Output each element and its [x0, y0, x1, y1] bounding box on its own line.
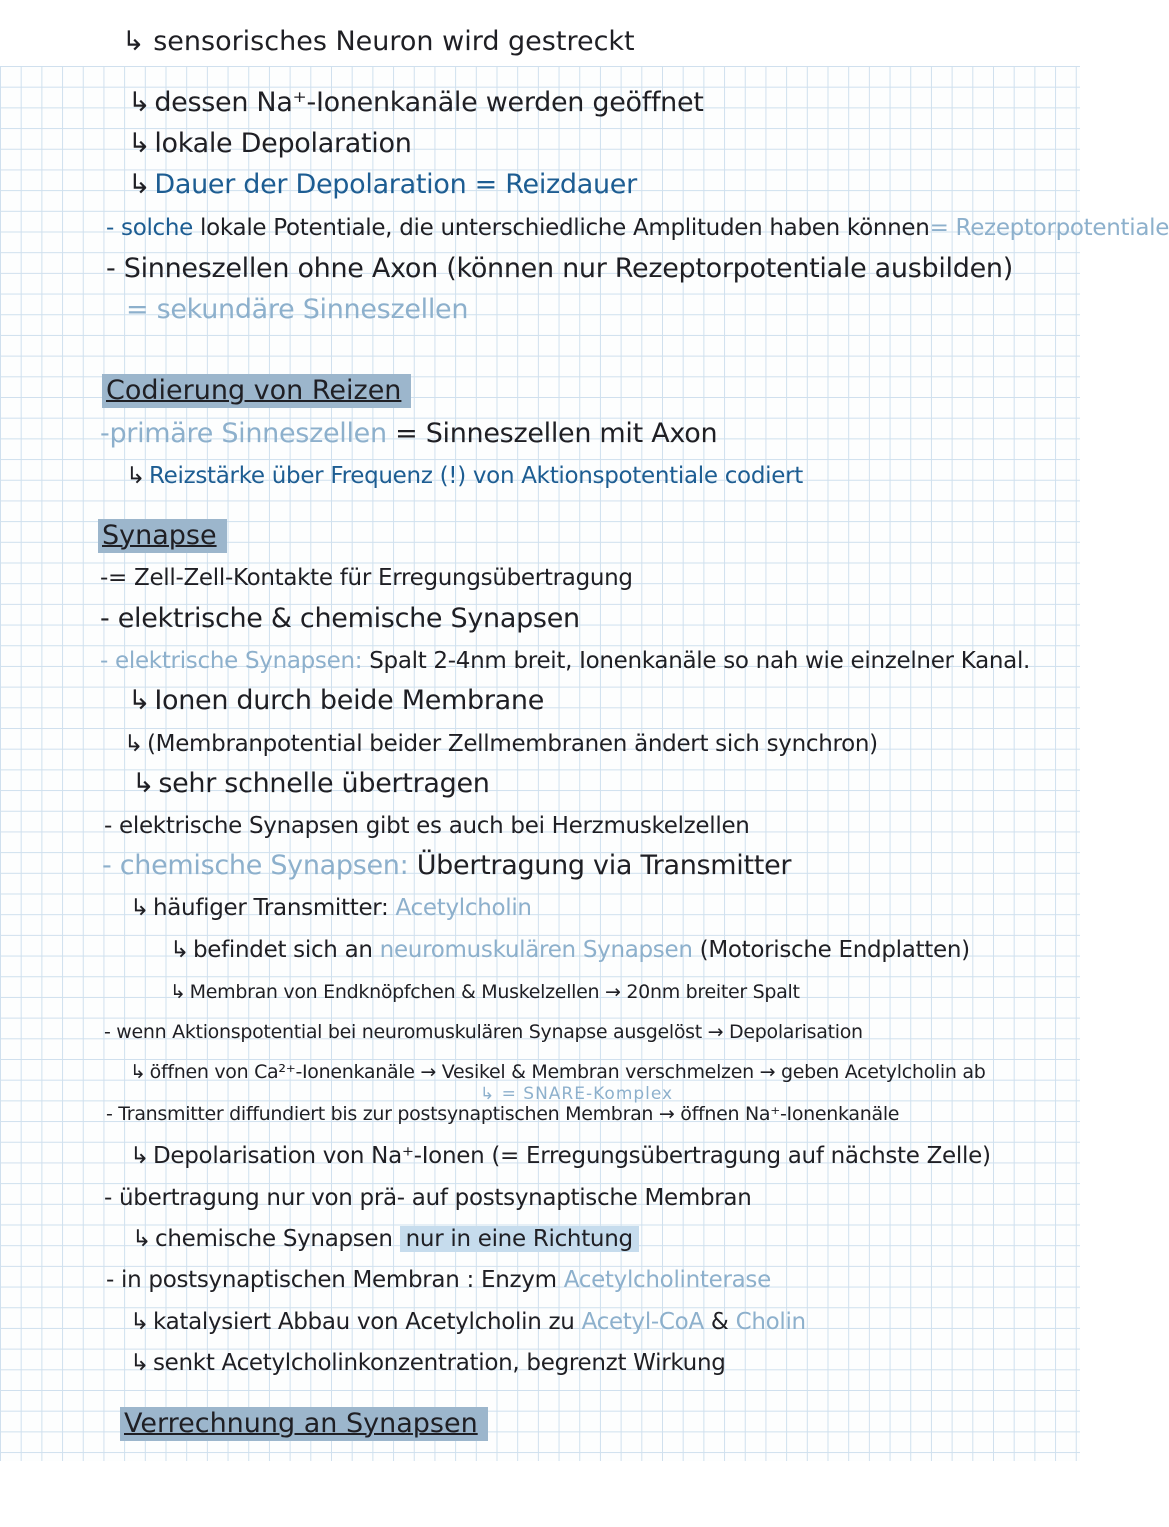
note-text: häufiger Transmitter: — [152, 895, 389, 921]
cut-off-text: ↳ sensorisches Neuron wird gestreckt — [122, 26, 635, 57]
term-elektrische-synapsen: - elektrische Synapsen: — [100, 648, 363, 674]
note-text: & — [710, 1309, 729, 1335]
note-text: = Sinneszellen mit Axon — [395, 418, 718, 449]
sub-arrow-icon: ↳ — [132, 1226, 151, 1252]
sub-arrow-icon: ↳ — [128, 87, 151, 118]
note-text: Dauer der Depolaration = Reizdauer — [154, 169, 637, 200]
note-line — [126, 459, 803, 493]
note-line — [106, 211, 1169, 245]
sub-arrow-icon: ↳ — [128, 685, 151, 716]
note-line — [104, 809, 750, 843]
note-text: - wenn Aktionspotential bei neuromuskulären Synapse ausgelöst → Depolarisation — [104, 1021, 863, 1043]
note-line — [128, 127, 412, 161]
sub-arrow-icon: ↳ — [130, 1350, 149, 1376]
sub-arrow-icon: ↳ — [130, 895, 149, 921]
note-text: Depolarisation von Na⁺-Ionen (= Erregungsübertragung auf nächste Zelle) — [152, 1143, 991, 1169]
note-line — [170, 933, 970, 967]
sub-arrow-icon: ↳ — [170, 937, 189, 963]
note-text: - Sinneszellen ohne Axon (können nur Rezeptorpotentiale ausbilden) — [106, 253, 1013, 284]
heading-codierung: Codierung von Reizen — [102, 374, 411, 408]
note-text: - solche — [106, 215, 194, 241]
note-text: öffnen von Ca²⁺-Ionenkanäle → Vesikel & Membran verschmelzen → geben Acetylcholin ab — [149, 1061, 986, 1083]
note-line — [130, 891, 532, 925]
note-line — [104, 1015, 863, 1049]
note-line — [170, 975, 800, 1009]
note-line — [100, 561, 633, 595]
sub-arrow-icon: ↳ — [130, 1143, 149, 1169]
note-line — [100, 644, 1030, 678]
note-line — [106, 1263, 771, 1297]
note-text: - übertragung nur von prä- auf postsynaptische Membran — [104, 1185, 752, 1211]
sub-arrow-icon: ↳ — [130, 1061, 146, 1083]
sub-arrow-icon: ↳ — [124, 731, 143, 757]
note-line — [130, 1139, 991, 1173]
note-line — [102, 849, 791, 883]
term-acetylcholinterase: Acetylcholinterase — [563, 1267, 771, 1293]
term-acetylcholin: Acetylcholin — [395, 895, 532, 921]
sub-arrow-icon: ↳ — [126, 463, 145, 489]
note-text: (Motorische Endplatten) — [699, 937, 970, 963]
heading-verrechnung: Verrechnung an Synapsen — [120, 1407, 488, 1441]
term-acetyl-coa: Acetyl-CoA — [581, 1309, 704, 1335]
note-text: - in postsynaptischen Membran : Enzym — [106, 1267, 557, 1293]
sub-arrow-icon: ↳ — [132, 768, 155, 799]
note-line — [100, 602, 580, 636]
note-line — [100, 417, 717, 451]
note-text: Übertragung via Transmitter — [416, 850, 792, 881]
note-text: lokale Potentiale, die unterschiedliche Amplituden haben können — [200, 215, 930, 241]
note-line — [128, 86, 704, 120]
note-text: dessen Na⁺-Ionenkanäle werden geöffnet — [154, 87, 704, 118]
term-cholin: Cholin — [735, 1309, 806, 1335]
note-text: senkt Acetylcholinkonzentration, begrenzt Wirkung — [152, 1350, 726, 1376]
note-line — [132, 767, 490, 801]
note-line — [132, 1222, 639, 1256]
note-text: - elektrische & chemische Synapsen — [100, 603, 580, 634]
note-text: lokale Depolaration — [154, 128, 412, 159]
note-text: Membran von Endknöpfchen & Muskelzellen → 20nm breiter Spalt — [189, 981, 800, 1003]
note-line — [126, 293, 468, 327]
note-line — [130, 1305, 806, 1339]
note-line — [106, 1097, 899, 1131]
term-neuromuskulaere-synapsen: neuromuskulären Synapsen — [379, 937, 693, 963]
note-text: Spalt 2-4nm breit, Ionenkanäle so nah wie einzelner Kanal. — [369, 648, 1031, 674]
snare-komplex-note: ↳ = SNARE-Komplex — [480, 1084, 674, 1104]
cut-off-line — [122, 26, 635, 66]
note-text: -= Zell-Zell-Kontakte für Erregungsübertragung — [100, 565, 633, 591]
term-sekundaere-sinneszellen: = sekundäre Sinneszellen — [126, 294, 469, 325]
note-text: - elektrische Synapsen gibt es auch bei Herzmuskelzellen — [104, 813, 750, 839]
term-rezeptorpotentiale: = Rezeptorpotentiale — [929, 215, 1169, 241]
highlight-nur-eine-richtung: nur in eine Richtung — [400, 1226, 639, 1252]
note-line — [106, 252, 1013, 286]
note-text: (Membranpotential beider Zellmembranen ändert sich synchron) — [146, 731, 878, 757]
note-text: katalysiert Abbau von Acetylcholin zu — [152, 1309, 575, 1335]
note-line — [128, 168, 637, 202]
sub-arrow-icon: ↳ — [128, 128, 151, 159]
note-text: Reizstärke über Frequenz (!) von Aktionspotentiale codiert — [148, 463, 803, 489]
note-text: sehr schnelle übertragen — [158, 768, 490, 799]
sub-arrow-icon: ↳ — [128, 169, 151, 200]
term-chemische-synapsen: - chemische Synapsen: — [102, 850, 409, 881]
note-text: befindet sich an — [192, 937, 373, 963]
note-text: Ionen durch beide Membrane — [154, 685, 545, 716]
note-line — [130, 1346, 726, 1380]
note-line — [104, 1181, 752, 1215]
note-text: chemische Synapsen — [154, 1226, 393, 1252]
note-line — [124, 727, 878, 761]
note-text: - Transmitter diffundiert bis zur postsynaptischen Membran → öffnen Na⁺-Ionenkanäle — [106, 1103, 900, 1125]
heading-synapse: Synapse — [98, 519, 227, 553]
term-primaere-sinneszellen: -primäre Sinneszellen — [100, 418, 387, 449]
note-line — [128, 684, 544, 718]
sub-arrow-icon: ↳ — [130, 1309, 149, 1335]
sub-arrow-icon: ↳ — [170, 981, 186, 1003]
